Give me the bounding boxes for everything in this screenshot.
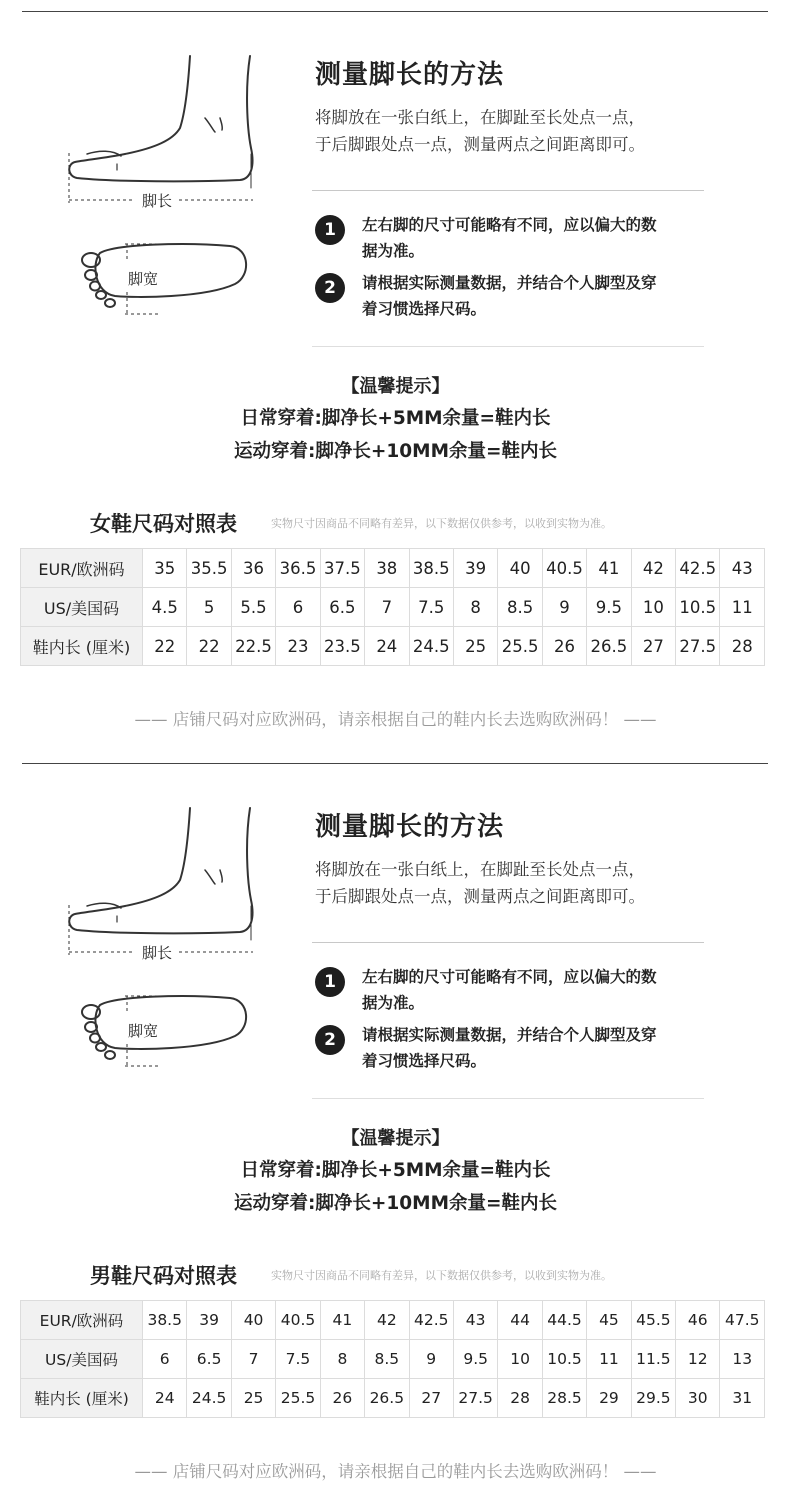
size-cell: 6 [143,1340,187,1379]
size-cell: 38.5 [143,1301,187,1340]
size-cell: 40 [498,549,542,588]
size-cell: 27.5 [453,1379,497,1418]
size-cell: 7 [365,588,409,627]
size-cell: 11 [587,1340,631,1379]
size-cell: 28 [720,627,765,666]
foot-length-label: 脚长 [141,192,173,210]
row-header: US/美国码 [21,1340,143,1379]
size-cell: 10.5 [676,588,720,627]
size-cell: 46 [676,1301,720,1340]
step-line: 据为准。 [362,242,425,260]
size-cell: 25 [231,1379,275,1418]
size-cell: 22 [187,627,231,666]
size-cell: 29 [587,1379,631,1418]
size-cell: 45.5 [631,1301,675,1340]
size-chart-table [20,1300,765,1418]
size-cell: 12 [676,1340,720,1379]
size-cell: 26.5 [587,627,631,666]
tips-title: 【温馨提示】 [341,1128,450,1149]
step-line: 着习惯选择尺码。 [362,300,487,318]
foot-measure-illustration [55,800,265,1080]
divider [312,190,704,191]
size-cell: 43 [720,549,765,588]
row-header: 鞋内长 (厘米) [21,1379,143,1418]
section-divider [22,11,768,12]
size-cell: 23.5 [320,627,364,666]
foot-width-label: 脚宽 [127,1022,159,1040]
size-cell: 28.5 [542,1379,586,1418]
size-cell: 39 [453,549,497,588]
divider [312,346,704,347]
method-description [315,104,735,158]
size-cell: 36.5 [276,549,320,588]
size-cell: 27.5 [676,627,720,666]
step-number-badge: 2 [315,273,345,303]
method-title: 测量脚长的方法 [315,60,505,90]
size-cell: 7.5 [409,588,453,627]
size-guide-section [0,752,791,1500]
size-cell: 38.5 [409,549,453,588]
step-line: 据为准。 [362,994,425,1012]
size-cell: 27 [409,1379,453,1418]
size-cell: 24.5 [409,627,453,666]
size-cell: 45 [587,1301,631,1340]
step-text [362,212,722,264]
size-cell: 26 [542,627,586,666]
foot-width-label: 脚宽 [127,270,159,288]
size-cell: 23 [276,627,320,666]
method-desc-line: 将脚放在一张白纸上，在脚趾至长处点一点， [315,108,645,127]
step-number-badge: 1 [315,967,345,997]
size-chart-note: 实物尺寸因商品不同略有差异，以下数据仅供参考，以收到实物为准。 [271,517,612,530]
step-text [362,270,722,322]
size-cell: 5 [187,588,231,627]
row-header: EUR/欧洲码 [21,549,143,588]
row-header: 鞋内长 (厘米) [21,627,143,666]
size-cell: 24.5 [187,1379,231,1418]
size-cell: 8.5 [365,1340,409,1379]
size-cell: 10.5 [542,1340,586,1379]
foot-measure-illustration [55,48,265,328]
table-row [21,1301,765,1340]
size-cell: 24 [365,627,409,666]
size-cell: 22.5 [231,627,275,666]
method-desc-line: 将脚放在一张白纸上，在脚趾至长处点一点， [315,860,645,879]
size-cell: 42 [365,1301,409,1340]
size-cell: 26 [320,1379,364,1418]
tips-line: 运动穿着:脚净长+10MM余量=鞋内长 [234,441,557,462]
size-cell: 5.5 [231,588,275,627]
divider [312,1098,704,1099]
size-cell: 41 [320,1301,364,1340]
size-cell: 10 [498,1340,542,1379]
size-cell: 24 [143,1379,187,1418]
size-cell: 6.5 [187,1340,231,1379]
size-cell: 44 [498,1301,542,1340]
footer-note: —— 店铺尺码对应欧洲码，请亲根据自己的鞋内长去选购欧洲码！ —— [134,1462,657,1481]
size-cell: 35.5 [187,549,231,588]
size-cell: 9 [542,588,586,627]
size-cell: 40 [231,1301,275,1340]
size-cell: 25 [453,627,497,666]
size-cell: 22 [143,627,187,666]
method-title: 测量脚长的方法 [315,812,505,842]
size-cell: 43 [453,1301,497,1340]
size-cell: 39 [187,1301,231,1340]
footer-note: —— 店铺尺码对应欧洲码，请亲根据自己的鞋内长去选购欧洲码！ —— [134,710,657,729]
size-cell: 6 [276,588,320,627]
divider [312,942,704,943]
tips-line: 运动穿着:脚净长+10MM余量=鞋内长 [234,1193,557,1214]
size-cell: 9 [409,1340,453,1379]
size-cell: 36 [231,549,275,588]
size-cell: 31 [720,1379,765,1418]
tips-title: 【温馨提示】 [341,376,450,397]
step-line: 左右脚的尺寸可能略有不同，应以偏大的数 [362,216,657,234]
method-desc-line: 于后脚跟处点一点，测量两点之间距离即可。 [315,887,645,906]
size-cell: 42.5 [409,1301,453,1340]
size-cell: 6.5 [320,588,364,627]
size-cell: 29.5 [631,1379,675,1418]
section-divider [22,763,768,764]
size-cell: 7 [231,1340,275,1379]
size-cell: 42.5 [676,549,720,588]
size-cell: 25.5 [498,627,542,666]
tips-line: 日常穿着:脚净长+5MM余量=鞋内长 [240,1160,551,1181]
size-chart-table [20,548,765,666]
method-desc-line: 于后脚跟处点一点，测量两点之间距离即可。 [315,135,645,154]
step-line: 请根据实际测量数据，并结合个人脚型及穿 [362,274,657,292]
size-cell: 26.5 [365,1379,409,1418]
size-cell: 8 [453,588,497,627]
size-cell: 27 [631,627,675,666]
size-cell: 25.5 [276,1379,320,1418]
size-cell: 9.5 [587,588,631,627]
step-number-badge: 2 [315,1025,345,1055]
size-chart-title: 男鞋尺码对照表 [90,1264,237,1288]
size-cell: 44.5 [542,1301,586,1340]
row-header: EUR/欧洲码 [21,1301,143,1340]
size-cell: 9.5 [453,1340,497,1379]
table-row [21,588,765,627]
size-cell: 35 [143,549,187,588]
size-cell: 8.5 [498,588,542,627]
step-number-badge: 1 [315,215,345,245]
size-cell: 41 [587,549,631,588]
table-row [21,1340,765,1379]
table-row [21,627,765,666]
size-cell: 11.5 [631,1340,675,1379]
size-cell: 38 [365,549,409,588]
size-cell: 13 [720,1340,765,1379]
size-cell: 47.5 [720,1301,765,1340]
table-row [21,1379,765,1418]
step-line: 请根据实际测量数据，并结合个人脚型及穿 [362,1026,657,1044]
size-cell: 28 [498,1379,542,1418]
step-text [362,964,722,1016]
table-row [21,549,765,588]
size-cell: 11 [720,588,765,627]
size-chart-title: 女鞋尺码对照表 [90,512,237,536]
size-cell: 7.5 [276,1340,320,1379]
size-cell: 4.5 [143,588,187,627]
step-line: 着习惯选择尺码。 [362,1052,487,1070]
size-cell: 40.5 [276,1301,320,1340]
size-cell: 40.5 [542,549,586,588]
size-cell: 10 [631,588,675,627]
size-cell: 8 [320,1340,364,1379]
size-cell: 42 [631,549,675,588]
row-header: US/美国码 [21,588,143,627]
step-text [362,1022,722,1074]
size-cell: 37.5 [320,549,364,588]
foot-length-label: 脚长 [141,944,173,962]
tips-line: 日常穿着:脚净长+5MM余量=鞋内长 [240,408,551,429]
size-cell: 30 [676,1379,720,1418]
step-line: 左右脚的尺寸可能略有不同，应以偏大的数 [362,968,657,986]
size-chart-note: 实物尺寸因商品不同略有差异，以下数据仅供参考，以收到实物为准。 [271,1269,612,1282]
method-description [315,856,735,910]
